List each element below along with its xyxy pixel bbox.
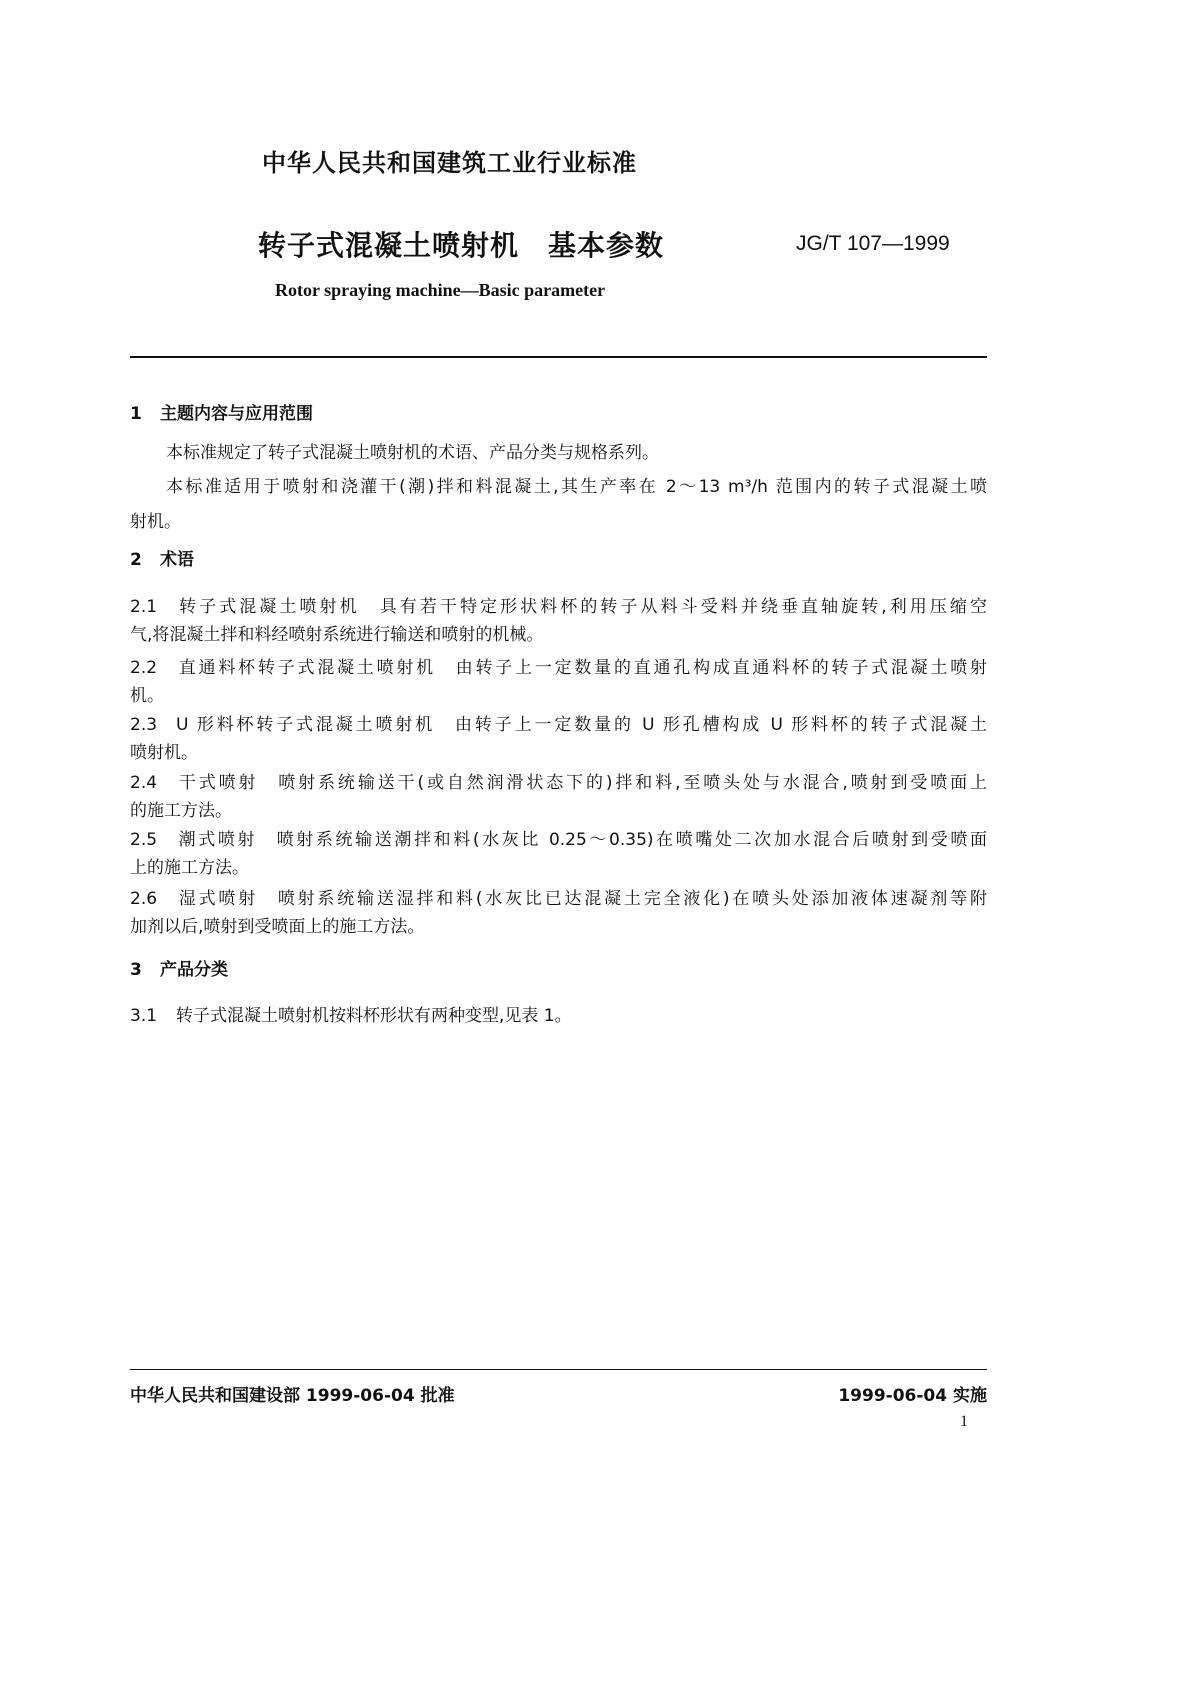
section-title: 产品分类 — [160, 960, 228, 980]
section-title: 术语 — [160, 550, 194, 570]
term-definition-line2: 的施工方法。 — [130, 801, 232, 821]
clause-number: 3.1 — [130, 1006, 158, 1026]
english-title: Rotor spraying machine—Basic parameter — [275, 280, 606, 300]
clause-text: U 形料杯转子式混凝土喷射机 由转子上一定数量的 U 形孔槽构成 U 形料杯的转子式混凝土 — [176, 715, 987, 735]
approval-date: 中华人民共和国建设部 1999-06-04 批准 — [130, 1386, 455, 1406]
clause-text: 湿式喷射 喷射系统输送湿拌和料(水灰比已达混凝土完全液化)在喷头处添加液体速凝剂等附 — [176, 889, 987, 909]
section-number: 2 — [130, 550, 142, 570]
term-definition-line2: 加剂以后,喷射到受喷面上的施工方法。 — [130, 917, 425, 937]
issuer-heading: 中华人民共和国建筑工业行业标准 — [262, 149, 637, 177]
clause-number: 2.4 — [130, 773, 158, 793]
term-definition-line1 — [130, 592, 987, 617]
section-number: 1 — [130, 404, 142, 424]
term-definition-line2: 机。 — [130, 686, 164, 706]
header-rule — [130, 356, 987, 358]
footer-rule — [130, 1369, 987, 1370]
clause-number: 2.2 — [130, 658, 158, 678]
term-definition-line1 — [130, 768, 987, 793]
clause-text: 转子式混凝土喷射机按料杯形状有两种变型,见表 1。 — [176, 1006, 572, 1026]
section-2-heading — [130, 545, 194, 570]
term-definition-line2: 喷射机。 — [130, 743, 198, 763]
section-1-heading — [130, 399, 313, 424]
section-3-heading — [130, 955, 228, 980]
section-title: 主题内容与应用范围 — [160, 404, 313, 424]
section-number: 3 — [130, 960, 142, 980]
clause-3-1 — [130, 1001, 987, 1026]
clause-number: 2.5 — [130, 830, 158, 850]
standard-code: JG/T 107—1999 — [796, 232, 950, 255]
clause-text: 直通料杯转子式混凝土喷射机 由转子上一定数量的直通孔构成直通料杯的转子式混凝土喷射 — [176, 658, 987, 678]
clause-number: 2.6 — [130, 889, 158, 909]
paragraph-line: 射机。 — [130, 512, 181, 532]
page-number: 1 — [960, 1413, 968, 1430]
clause-text: 潮式喷射 喷射系统输送潮拌和料(水灰比 0.25～0.35)在喷嘴处二次加水混合后喷射到受喷面 — [176, 830, 987, 850]
term-definition-line2: 上的施工方法。 — [130, 858, 249, 878]
term-definition-line1 — [130, 825, 987, 850]
term-definition-line1 — [130, 884, 987, 909]
clause-text: 干式喷射 喷射系统输送干(或自然润滑状态下的)拌和料,至喷头处与水混合,喷射到受喷面上 — [176, 773, 987, 793]
clause-number: 2.1 — [130, 597, 158, 617]
effective-date: 1999-06-04 实施 — [838, 1386, 987, 1406]
clause-text: 转子式混凝土喷射机 具有若干特定形状料杯的转子从料斗受料并绕垂直轴旋转,利用压缩空 — [176, 597, 987, 617]
paragraph-line: 本标准适用于喷射和浇灌干(潮)拌和料混凝土,其生产率在 2～13 m³/h 范围内的转子式混凝土喷 — [166, 477, 987, 497]
term-definition-line2: 气,将混凝土拌和料经喷射系统进行输送和喷射的机械。 — [130, 625, 544, 645]
paragraph: 本标准规定了转子式混凝土喷射机的术语、产品分类与规格系列。 — [166, 443, 659, 463]
document-title: 转子式混凝土喷射机 基本参数 — [258, 229, 665, 262]
term-definition-line1 — [130, 710, 987, 735]
clause-number: 2.3 — [130, 715, 158, 735]
term-definition-line1 — [130, 653, 987, 678]
